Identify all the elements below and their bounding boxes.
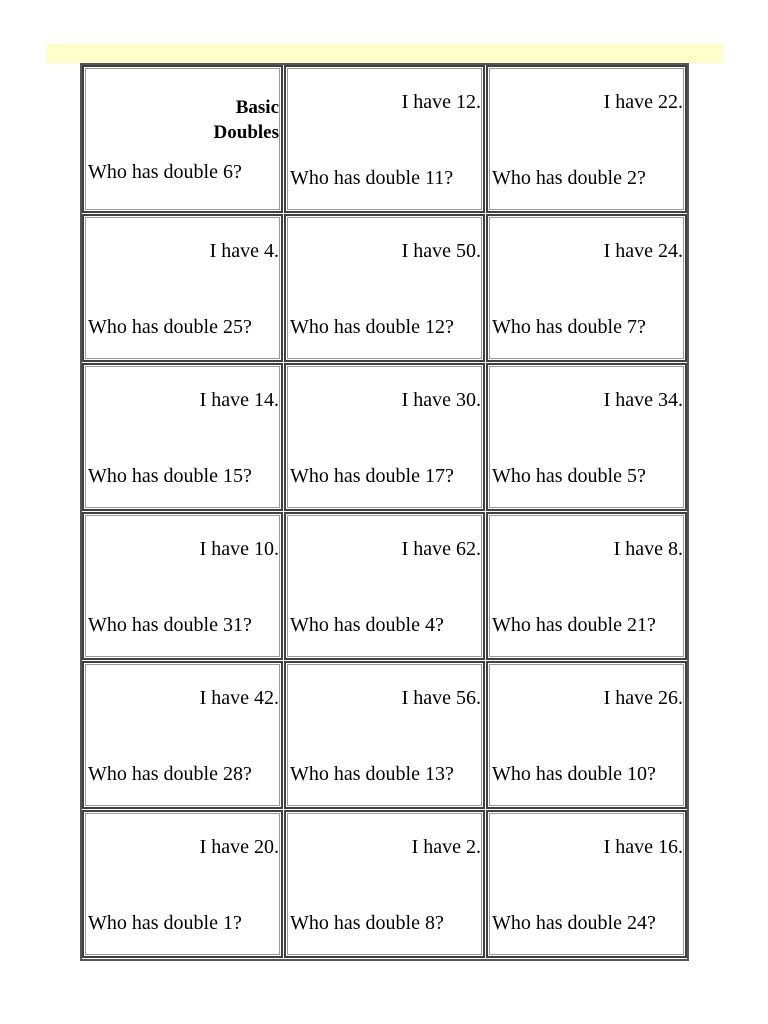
- card: [284, 214, 485, 362]
- card-grid: [80, 63, 689, 961]
- worksheet-title: [159, 95, 279, 145]
- card-answer: I have 2.: [411, 836, 481, 858]
- card-answer: I have 24.: [603, 240, 683, 262]
- card: [486, 661, 687, 809]
- card-question: Who has double 13?: [290, 763, 454, 785]
- card: [486, 65, 687, 213]
- card-question: Who has double 2?: [492, 167, 646, 189]
- card-question: Who has double 28?: [88, 763, 252, 785]
- card: [284, 65, 485, 213]
- card: [284, 810, 485, 958]
- card: [284, 512, 485, 660]
- card-question: Who has double 1?: [88, 912, 242, 934]
- card-answer: I have 14.: [199, 389, 279, 411]
- card-question: Who has double 24?: [492, 912, 656, 934]
- card: [486, 810, 687, 958]
- card-question: Who has double 11?: [290, 167, 454, 189]
- card-answer: I have 12.: [401, 91, 481, 113]
- card-question: Who has double 10?: [492, 763, 656, 785]
- title-line-1: Basic: [235, 97, 279, 118]
- card-answer: I have 8.: [613, 538, 683, 560]
- card: [82, 810, 283, 958]
- card-answer: I have 20.: [199, 836, 279, 858]
- card-answer: I have 26.: [603, 687, 683, 709]
- card: [486, 512, 687, 660]
- card-answer: I have 62.: [401, 538, 481, 560]
- card: [82, 363, 283, 511]
- card-answer: I have 50.: [401, 240, 481, 262]
- card-question: Who has double 21?: [492, 614, 656, 636]
- card-question: Who has double 17?: [290, 465, 454, 487]
- card: [82, 512, 283, 660]
- card: [486, 214, 687, 362]
- card: [82, 661, 283, 809]
- card-question: Who has double 4?: [290, 614, 444, 636]
- card-question: Who has double 8?: [290, 912, 444, 934]
- card-question: Who has double 7?: [492, 316, 646, 338]
- card-question: Who has double 5?: [492, 465, 646, 487]
- card-answer: I have 16.: [603, 836, 683, 858]
- card-answer: I have 4.: [209, 240, 279, 262]
- card-question: Who has double 31?: [88, 614, 252, 636]
- card: [284, 661, 485, 809]
- card-answer: I have 30.: [401, 389, 481, 411]
- card-question: Who has double 15?: [88, 465, 252, 487]
- card-answer: I have 56.: [401, 687, 481, 709]
- card-question: Who has double 12?: [290, 316, 454, 338]
- card-question: Who has double 6?: [88, 161, 242, 183]
- card-answer: I have 22.: [603, 91, 683, 113]
- card-title: [82, 65, 283, 213]
- header-band: [46, 44, 723, 63]
- card-answer: I have 42.: [199, 687, 279, 709]
- card: [486, 363, 687, 511]
- card: [284, 363, 485, 511]
- card: [82, 214, 283, 362]
- card-question: Who has double 25?: [88, 316, 252, 338]
- card-answer: I have 34.: [603, 389, 683, 411]
- title-line-2: Doubles: [213, 122, 279, 143]
- card-answer: I have 10.: [199, 538, 279, 560]
